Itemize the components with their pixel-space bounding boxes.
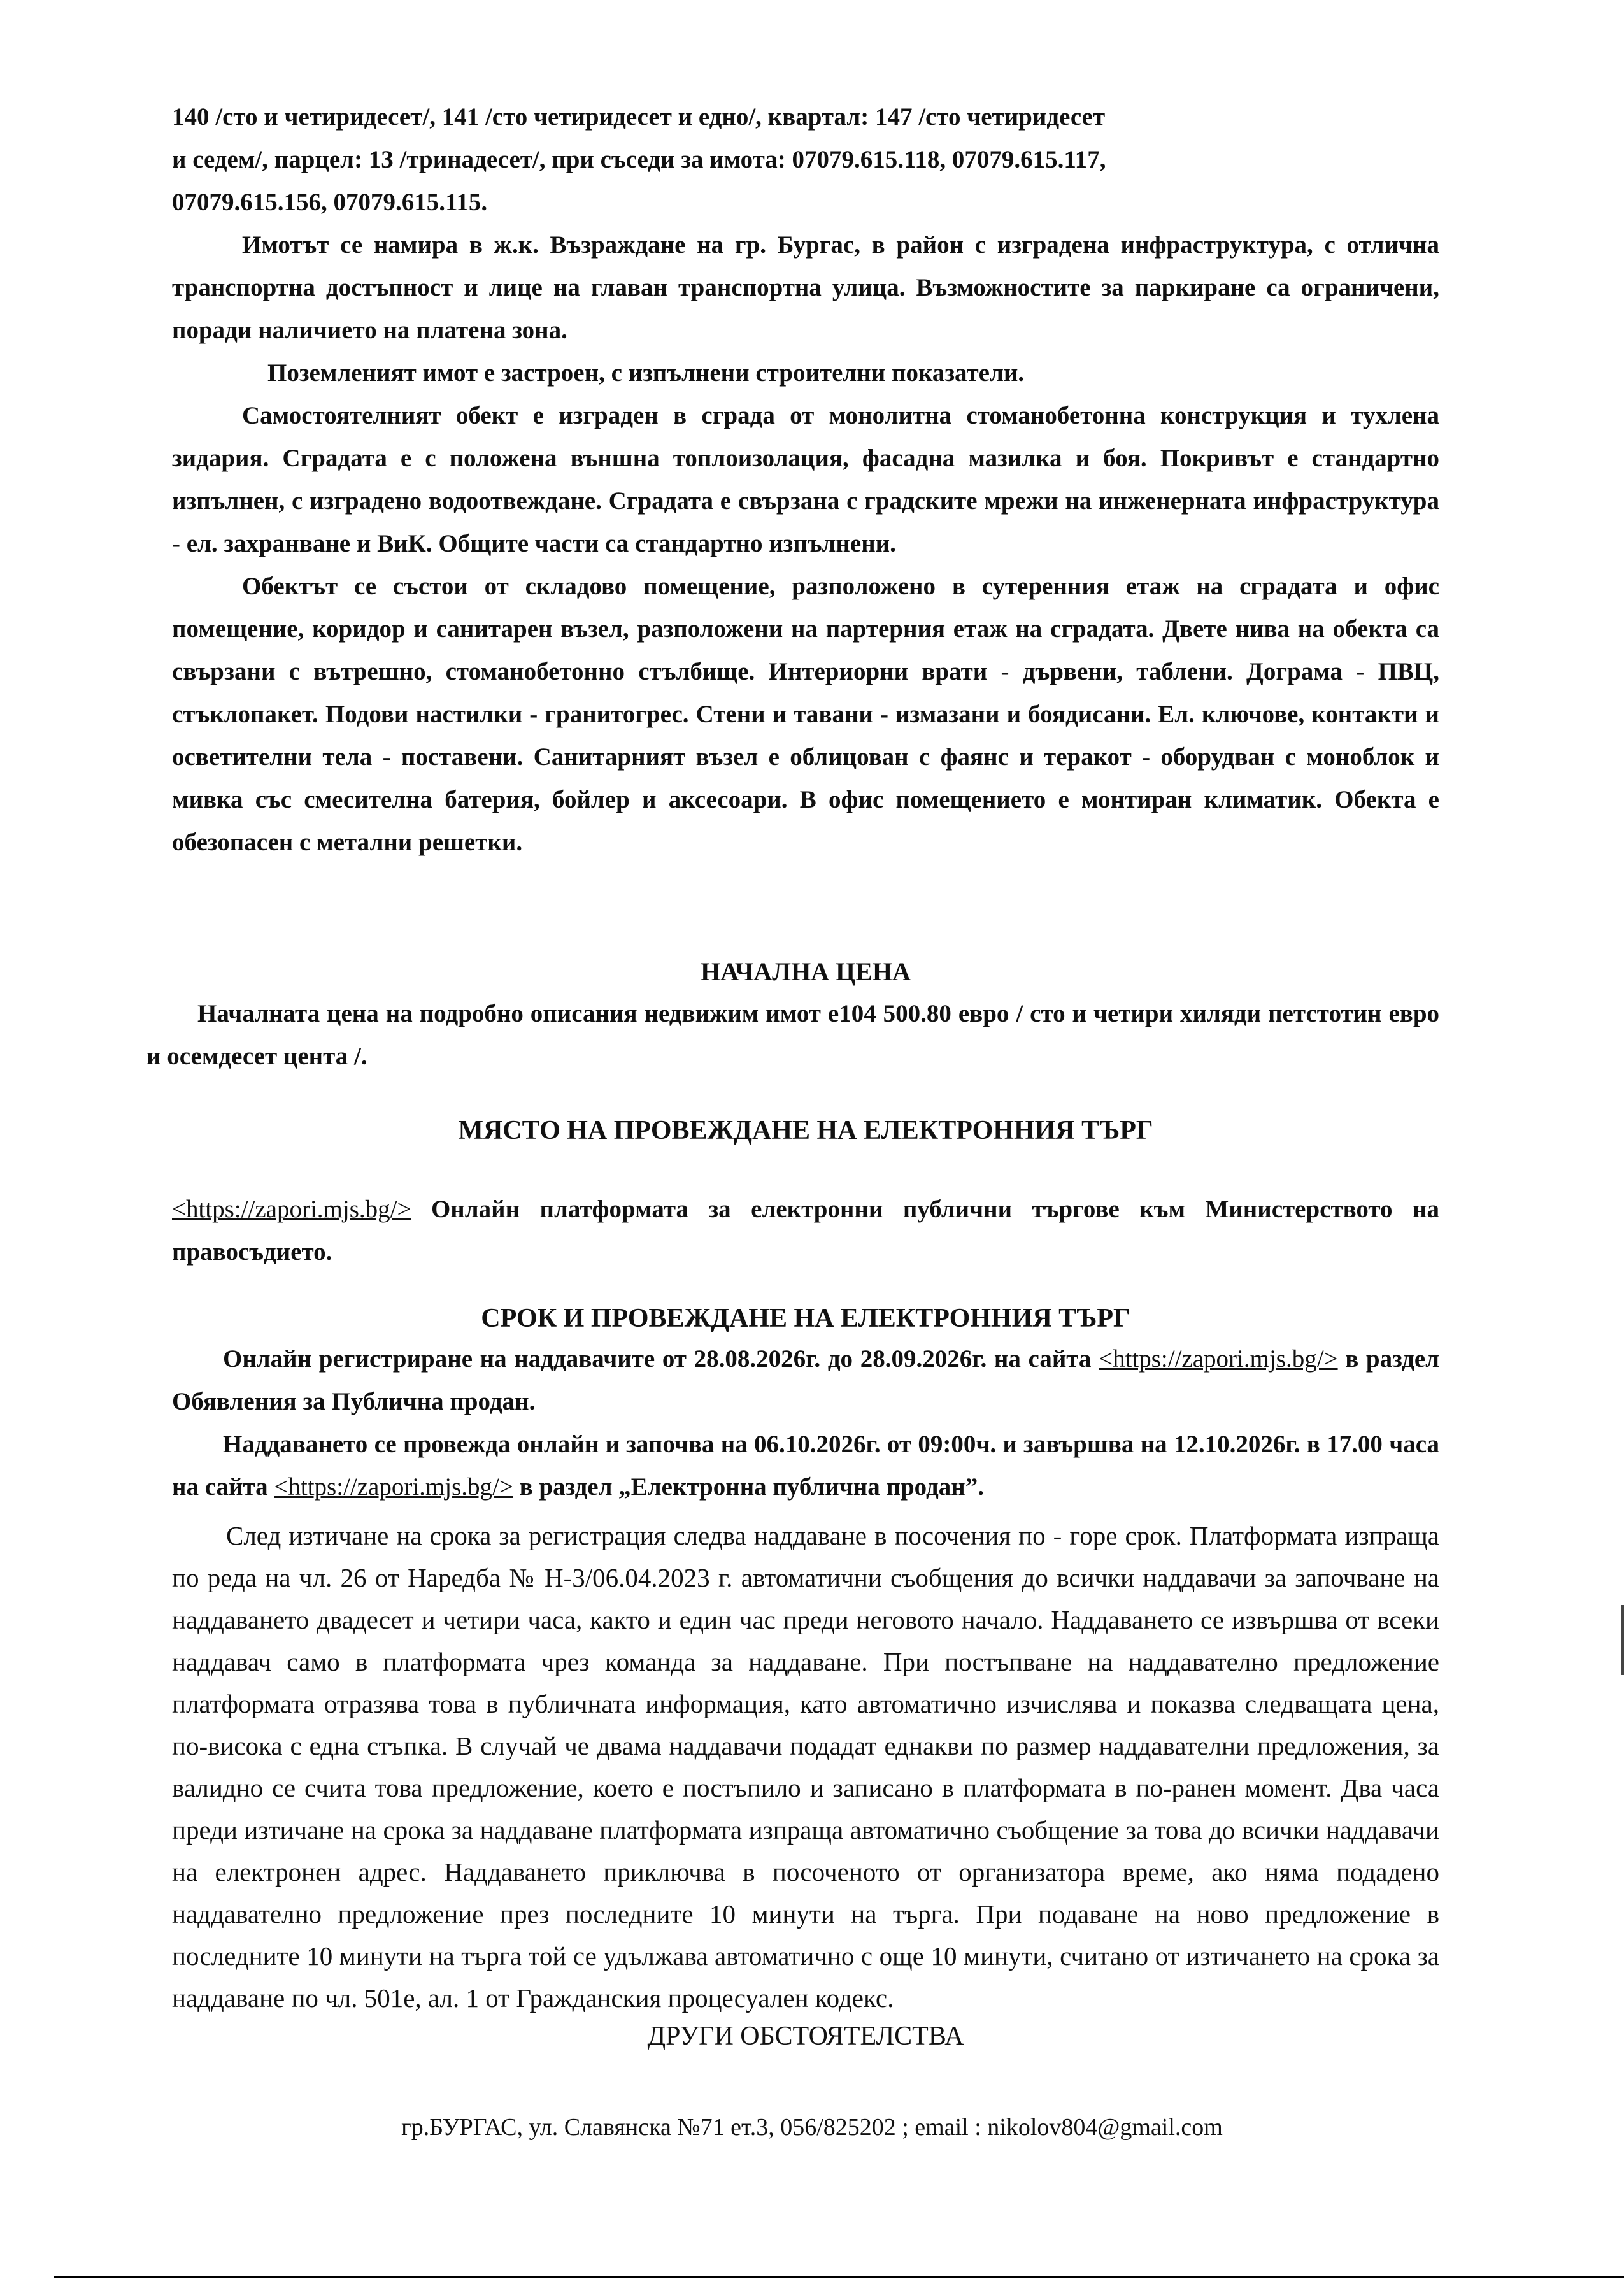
venue-heading: МЯСТО НА ПРОВЕЖДАНЕ НА ЕЛЕКТРОННИЯ ТЪРГ <box>458 1116 1153 1145</box>
price-amount: 104 500.80 <box>839 1000 951 1027</box>
rules-section <box>172 1515 1439 2053</box>
registration-text <box>172 1338 1439 1423</box>
schedule-section <box>172 1299 1439 1508</box>
bidding-suffix: в раздел „Електронна публична продан”. <box>519 1473 984 1501</box>
price-section <box>146 953 1440 1078</box>
venue-description: Онлайн платформата за електронни публични търгове към Министерството на правосъдието. <box>172 1195 1439 1266</box>
scan-edge-mark <box>1621 1605 1624 1675</box>
venue-link[interactable]: <https://zapori.mjs.bg/> <box>172 1195 411 1223</box>
other-heading: ДРУГИ ОБСТОЯТЕЛСТВА <box>647 2022 964 2051</box>
registration-suffix: в раздел Обявления за Публична продан. <box>172 1345 1440 1415</box>
registration-description: Онлайн регистриране на наддавачите от 28.08.2026г. до 28.09.2026г. на сайта <box>223 1345 1092 1373</box>
object-paragraph: Обектът се състои от складово помещение, разположено в сутеренния етаж на сградата и офис помещение, коридор и санитарен възел, разположени на партерния етаж на сградата. Двете нива на обекта са свързани с вътрешно, стоманобетонно стълбище. Интериорни врати - дървени, таблени. Дограма - ПВЦ, стъклопакет. Подови настилки - гранитогрес. Стени и тавани - измазани и боядисани. Ел. ключове, контакти и осветителни тела - поставени. Санитарният възел е облицован с фаянс и теракот - оборудван с моноблок и мивка със смесителна батерия, бойлер и аксесоари. В офис помещението е монтиран климатик. Обекта е обезопасен с метални решетки. <box>172 573 1439 856</box>
bidding-link[interactable]: <https://zapori.mjs.bg/> <box>274 1473 513 1501</box>
construction-paragraph: Самостоятелният обект е изграден в сграда от монолитна стоманобетонна конструкция и тухлена зидария. Сградата е с положена външна топлоизолация, фасадна мазилка и боя. Покривът е стандартно изпълнен, с изградено водоотвеждане. Сградата е свързана с градските мрежи на инженерната инфраструктура - ел. захранване и ВиК. Общите части са стандартно изпълнени. <box>172 402 1439 557</box>
intro-block <box>172 96 1439 224</box>
venue-text <box>172 1188 1439 1273</box>
bidding-description: Наддаването се провежда онлайн и започва на 06.10.2026г. от 09:00ч. и завършва на 12.10.2026г. в 17.00 часа на сайта <box>172 1431 1439 1501</box>
intro-line-3: 07079.615.156, 07079.615.115. <box>172 189 488 216</box>
venue-section <box>172 1111 1439 1273</box>
location-section <box>172 224 1439 864</box>
land-paragraph: Поземленият имот е застроен, с изпълнени строителни показатели. <box>267 359 1025 387</box>
intro-line-2: и седем/, парцел: 13 /тринадесет/, при съседи за имота: 07079.615.118, 07079.615.117, <box>172 146 1106 173</box>
price-text-before: Началната цена на подробно описания недвижим имот е <box>197 1000 839 1027</box>
intro-line-1: 140 /сто и четиридесет/, 141 /сто четиридесет и едно/, квартал: 147 /сто четиридесет <box>172 103 1106 131</box>
price-heading: НАЧАЛНА ЦЕНА <box>701 957 911 986</box>
price-text-after: евро / сто и четири хиляди петстотин евро и осемдесет цента /. <box>146 1000 1440 1070</box>
bidding-text <box>172 1423 1439 1508</box>
registration-link[interactable]: <https://zapori.mjs.bg/> <box>1099 1345 1338 1373</box>
price-text <box>146 992 1439 1078</box>
bottom-rule <box>54 2276 1624 2278</box>
rules-paragraph: След изтичане на срока за регистрация следва наддаване в посочения по - горе срок. Платформата изпраща по реда на чл. 26 от Наредба № Н-3/06.04.2023 г. автоматични съобщения до всички наддавачи за започване на наддаването двадесет и четири часа, както и един час преди неговото начало. Наддаването се извършва от всеки наддавач само в платформата чрез команда за наддаване. При постъпване на наддавателно предложение платформата отразява това в публичната информация, като автоматично изчислява и показва следващата цена, по-висока с една стъпка. В случай че двама наддавачи подадат еднакви по размер наддавателни предложения, за валидно се счита това предложение, което е постъпило и записано в платформата в по-ранен момент. Два часа преди изтичане на срока за наддаване платформата изпраща автоматично съобщение за това до всички наддавачи на електронен адрес. Наддаването приключва в посоченото от организатора време, ако няма подадено наддавателно предложение през последните 10 минути на търга. При подаване на ново предложение в последните 10 минути на търга той се удължава автоматично с още 10 минути, считано от изтичането на срока за наддаване по чл. 501е, ал. 1 от Гражданския процесуален кодекс. <box>172 1521 1439 2013</box>
schedule-heading: СРОК И ПРОВЕЖДАНЕ НА ЕЛЕКТРОННИЯ ТЪРГ <box>481 1304 1130 1333</box>
location-paragraph: Имотът се намира в ж.к. Възраждане на гр. Бургас, в район с изградена инфраструктура, с отлична транспортна достъпност и лице на главан транспортна улица. Възможностите за паркиране са ограничени, поради наличието на платена зона. <box>172 231 1439 344</box>
footer-contact: гр.БУРГАС, ул. Славянска №71 ет.3, 056/825202 ; email : nikolov804@gmail.com <box>401 2114 1223 2141</box>
